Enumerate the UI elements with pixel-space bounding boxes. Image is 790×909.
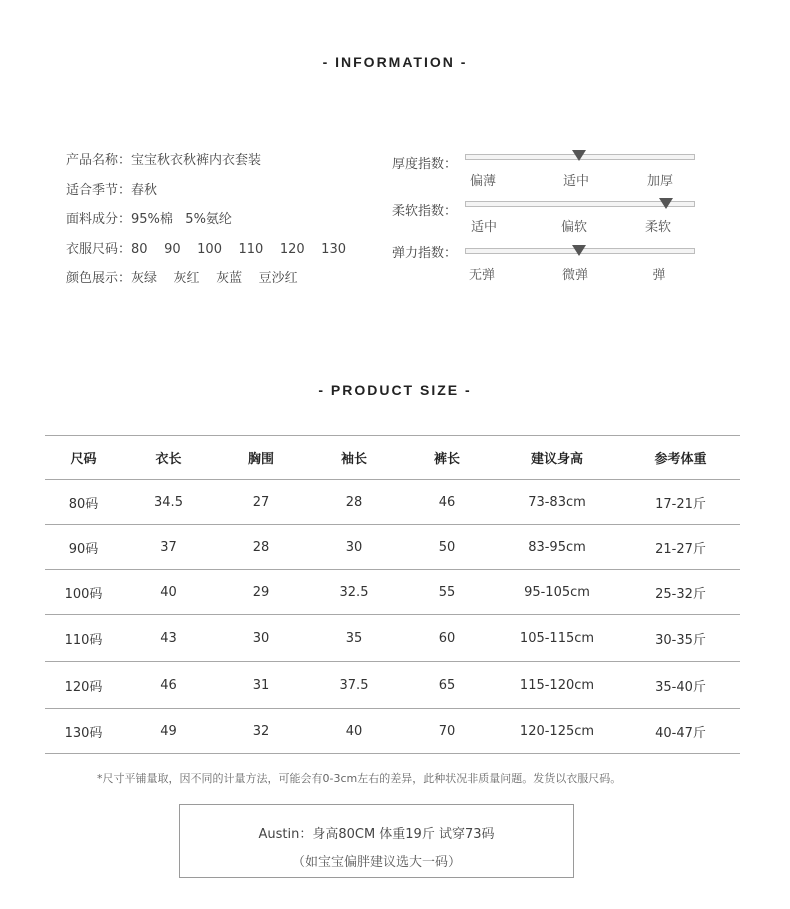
index-marker xyxy=(572,150,586,161)
table-cell: 35-40斤 xyxy=(621,662,740,709)
table-row xyxy=(45,615,740,662)
table-cell: 70 xyxy=(401,709,493,754)
info-value: 灰绿 灰红 灰蓝 豆沙红 xyxy=(131,271,298,287)
table-cell: 50 xyxy=(401,525,493,570)
index-option: 微弹 xyxy=(561,268,589,283)
table-cell: 25-32斤 xyxy=(621,570,740,615)
model-stats: Austin：身高80CM 体重19斤 试穿73码 xyxy=(258,827,495,842)
header-chest: 胸围 xyxy=(215,436,307,480)
info-row-colors xyxy=(66,270,346,300)
header-sleeve: 袖长 xyxy=(307,436,401,480)
table-cell: 49 xyxy=(122,709,215,754)
header-height: 建议身高 xyxy=(493,436,621,480)
table-cell: 30 xyxy=(307,525,401,570)
table-cell: 37 xyxy=(122,525,215,570)
index-label: 厚度指数： xyxy=(392,157,458,172)
index-option: 偏薄 xyxy=(469,174,497,189)
info-label: 面料成分： xyxy=(66,212,132,228)
table-cell: 83-95cm xyxy=(493,525,621,570)
table-cell: 95-105cm xyxy=(493,570,621,615)
model-advice: （如宝宝偏胖建议选大一码） xyxy=(291,855,461,870)
header-size: 尺码 xyxy=(45,436,122,480)
table-cell: 30-35斤 xyxy=(621,615,740,662)
table-cell: 90码 xyxy=(45,525,122,570)
table-cell: 46 xyxy=(401,480,493,525)
table-row xyxy=(45,570,740,615)
measurement-note: *尺寸平铺量取，因不同的计量方法，可能会有0-3cm左右的差异，此种状况非质量问题。发货以衣服尺码。 xyxy=(97,772,622,785)
index-label: 柔软指数： xyxy=(392,204,458,219)
table-cell: 31 xyxy=(215,662,307,709)
table-cell: 27 xyxy=(215,480,307,525)
table-row xyxy=(45,662,740,709)
model-info-box xyxy=(179,804,574,878)
table-cell: 43 xyxy=(122,615,215,662)
index-label: 弹力指数： xyxy=(392,246,458,261)
index-option: 加厚 xyxy=(646,174,674,189)
table-cell: 110码 xyxy=(45,615,122,662)
table-cell: 34.5 xyxy=(122,480,215,525)
table-cell: 17-21斤 xyxy=(621,480,740,525)
index-marker xyxy=(572,245,586,256)
info-row-product-name xyxy=(66,152,346,182)
table-cell: 120码 xyxy=(45,662,122,709)
index-option: 柔软 xyxy=(644,220,672,235)
info-row-season xyxy=(66,182,346,212)
table-cell: 120-125cm xyxy=(493,709,621,754)
table-row xyxy=(45,525,740,570)
table-cell: 32.5 xyxy=(307,570,401,615)
info-value: 80 90 100 110 120 130 xyxy=(131,241,346,257)
table-cell: 100码 xyxy=(45,570,122,615)
table-cell: 30 xyxy=(215,615,307,662)
info-label: 衣服尺码： xyxy=(66,241,132,257)
table-cell: 32 xyxy=(215,709,307,754)
header-pants-length: 裤长 xyxy=(401,436,493,480)
index-option: 适中 xyxy=(470,220,498,235)
table-cell: 115-120cm xyxy=(493,662,621,709)
table-cell: 105-115cm xyxy=(493,615,621,662)
table-cell: 40 xyxy=(307,709,401,754)
table-cell: 35 xyxy=(307,615,401,662)
table-cell: 130码 xyxy=(45,709,122,754)
index-option: 偏软 xyxy=(560,220,588,235)
info-value: 95%棉 5%氨纶 xyxy=(131,212,232,228)
table-cell: 80码 xyxy=(45,480,122,525)
table-cell: 28 xyxy=(215,525,307,570)
product-info-list xyxy=(66,152,346,300)
info-label: 适合季节： xyxy=(66,182,132,198)
info-label: 产品名称： xyxy=(66,153,132,168)
size-table xyxy=(45,435,740,754)
table-cell: 29 xyxy=(215,570,307,615)
index-option: 无弹 xyxy=(468,268,496,283)
info-row-fabric xyxy=(66,211,346,241)
info-value: 宝宝秋衣秋裤内衣套装 xyxy=(131,153,262,168)
table-cell: 21-27斤 xyxy=(621,525,740,570)
table-cell: 40-47斤 xyxy=(621,709,740,754)
info-value: 春秋 xyxy=(131,182,158,198)
table-row xyxy=(45,480,740,525)
table-cell: 46 xyxy=(122,662,215,709)
table-cell: 65 xyxy=(401,662,493,709)
product-size-title: - PRODUCT SIZE - xyxy=(318,382,472,398)
table-cell: 28 xyxy=(307,480,401,525)
table-cell: 37.5 xyxy=(307,662,401,709)
table-cell: 60 xyxy=(401,615,493,662)
info-row-sizes xyxy=(66,241,346,271)
index-option: 适中 xyxy=(562,174,590,189)
header-weight: 参考体重 xyxy=(621,436,740,480)
header-top-length: 衣长 xyxy=(122,436,215,480)
information-title: - INFORMATION - xyxy=(322,54,468,70)
table-row xyxy=(45,709,740,754)
table-cell: 55 xyxy=(401,570,493,615)
table-header-row xyxy=(45,436,740,480)
table-cell: 73-83cm xyxy=(493,480,621,525)
index-option: 弹 xyxy=(652,268,666,283)
table-cell: 40 xyxy=(122,570,215,615)
info-label: 颜色展示： xyxy=(66,271,132,287)
index-marker xyxy=(659,198,673,209)
